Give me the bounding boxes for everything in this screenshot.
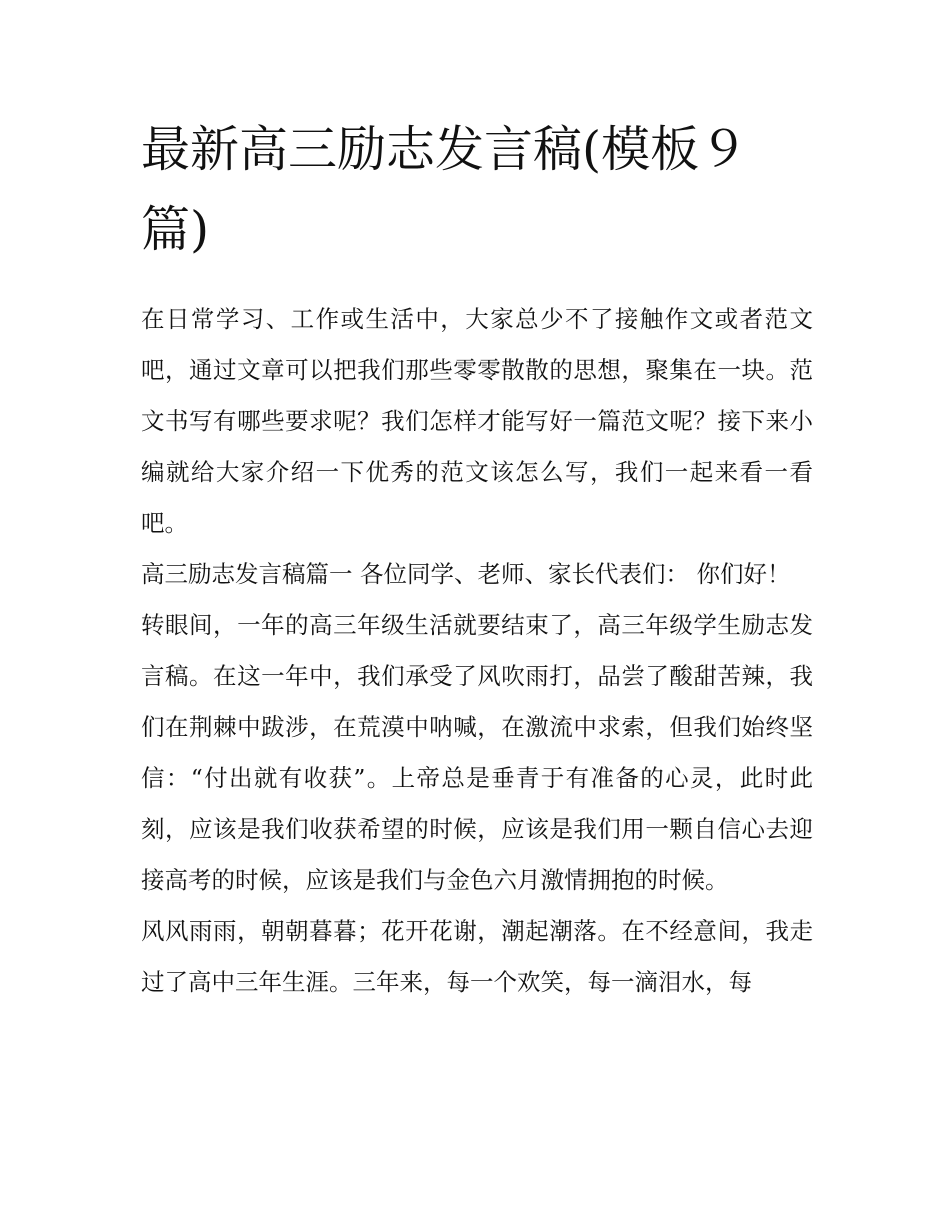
document-body (141, 294, 813, 1008)
paragraph-intro: 在日常学习、工作或生活中，大家总少不了接触作文或者范文吧，通过文章可以把我们那些零零散散的思想，聚集在一块。范文书写有哪些要求呢？我们怎样才能写好一篇范文呢？接下来小编就给大家介绍一下优秀的范文该怎么写，我们一起来看一看吧。 (141, 305, 813, 537)
document-title: 最新高三励志发言稿(模板９篇) (141, 121, 749, 258)
paragraph-closing: 风风雨雨，朝朝暮暮；花开花谢，潮起潮落。在不经意间，我走过了高中三年生涯。三年来，每一个欢笑，每一滴泪水，每 (141, 917, 813, 996)
document-page (141, 110, 813, 1008)
paragraph-greeting: 高三励志发言稿篇一 各位同学、老师、家长代表们： 你们好！ (141, 560, 791, 588)
paragraph-main: 转眼间，一年的高三年级生活就要结束了，高三年级学生励志发言稿。在这一年中，我们承受了风吹雨打，品尝了酸甜苦辣，我们在荆棘中跋涉，在荒漠中呐喊，在激流中求索，但我们始终坚信：“付出就有收获”。上帝总是垂青于有准备的心灵，此时此刻，应该是我们收获希望的时候，应该是我们用一颗自信心去迎接高考的时候，应该是我们与金色六月激情拥抱的时候。 (141, 611, 813, 894)
